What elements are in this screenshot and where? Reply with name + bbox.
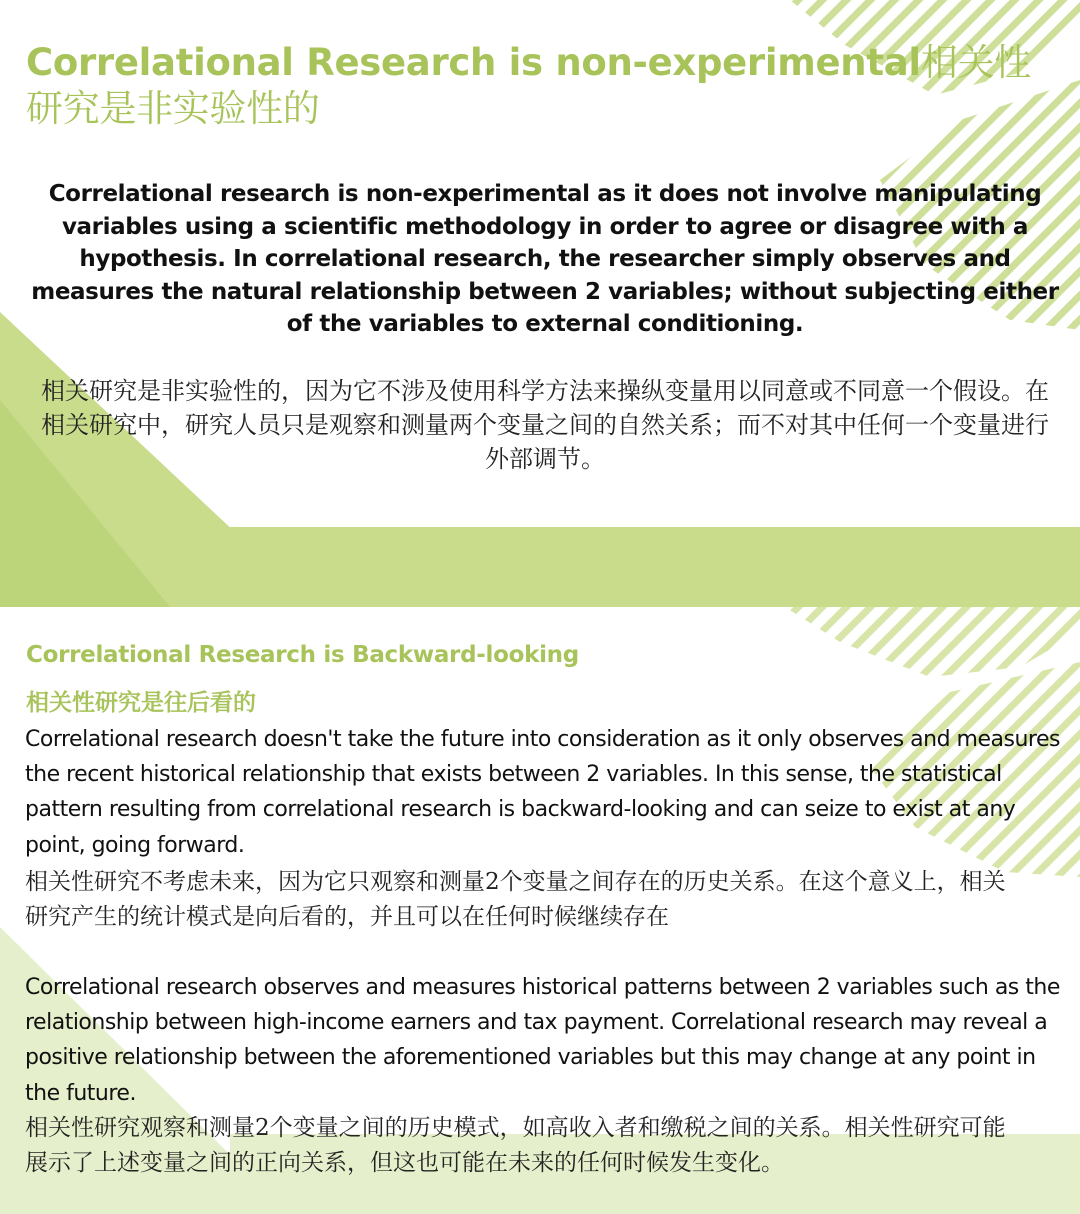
section-title-zh: 相关性研究是往后看的: [26, 689, 256, 716]
summary-english: Correlational research is non-experimental as it does not involve manipulating variables using a scientific methodology in order to agree or disagree with a hypothesis. In correlational research, the researcher simply observes and measures the natural relationship between 2 variables; without subjecting either of the variables to external conditioning.: [31, 181, 1059, 338]
section-backward-looking: [0, 607, 1080, 1214]
paragraph-chinese: 相关性研究不考虑未来，因为它只观察和测量2个变量之间存在的历史关系。在这个意义上，相关研究产生的统计模式是向后看的，并且可以在任何时候继续存在: [25, 869, 1006, 930]
paragraph-english: Correlational research observes and measures historical patterns between 2 variables such as the relationship between high-income earners and tax payment. Correlational research may reveal a positive relationship between the aforementioned variables but this may change at any point in the future.: [25, 975, 1060, 1106]
page-title-en: Correlational Research is non-experimental: [26, 41, 921, 84]
page-title-zh: 相关性研究是非实验性的: [26, 41, 1031, 130]
paragraph-chinese: 相关性研究观察和测量2个变量之间的历史模式，如高收入者和缴税之间的关系。相关性研究可能展示了上述变量之间的正向关系，但这也可能在未来的任何时候发生变化。: [25, 1115, 1006, 1176]
section-title: Correlational Research is Backward-looking: [26, 642, 579, 668]
page-title: [26, 40, 1066, 132]
paragraph-english: Correlational research doesn't take the future into consideration as it only observes and measures the recent historical relationship that exists between 2 variables. In this sense, the statistical pattern resulting from correlational research is backward-looking and can seize to exist at any point, going forward.: [25, 727, 1060, 858]
summary-chinese: 相关研究是非实验性的，因为它不涉及使用科学方法来操纵变量用以同意或不同意一个假设。在相关研究中，研究人员只是观察和测量两个变量之间的自然关系；而不对其中任何一个变量进行外部调节。: [41, 377, 1049, 473]
